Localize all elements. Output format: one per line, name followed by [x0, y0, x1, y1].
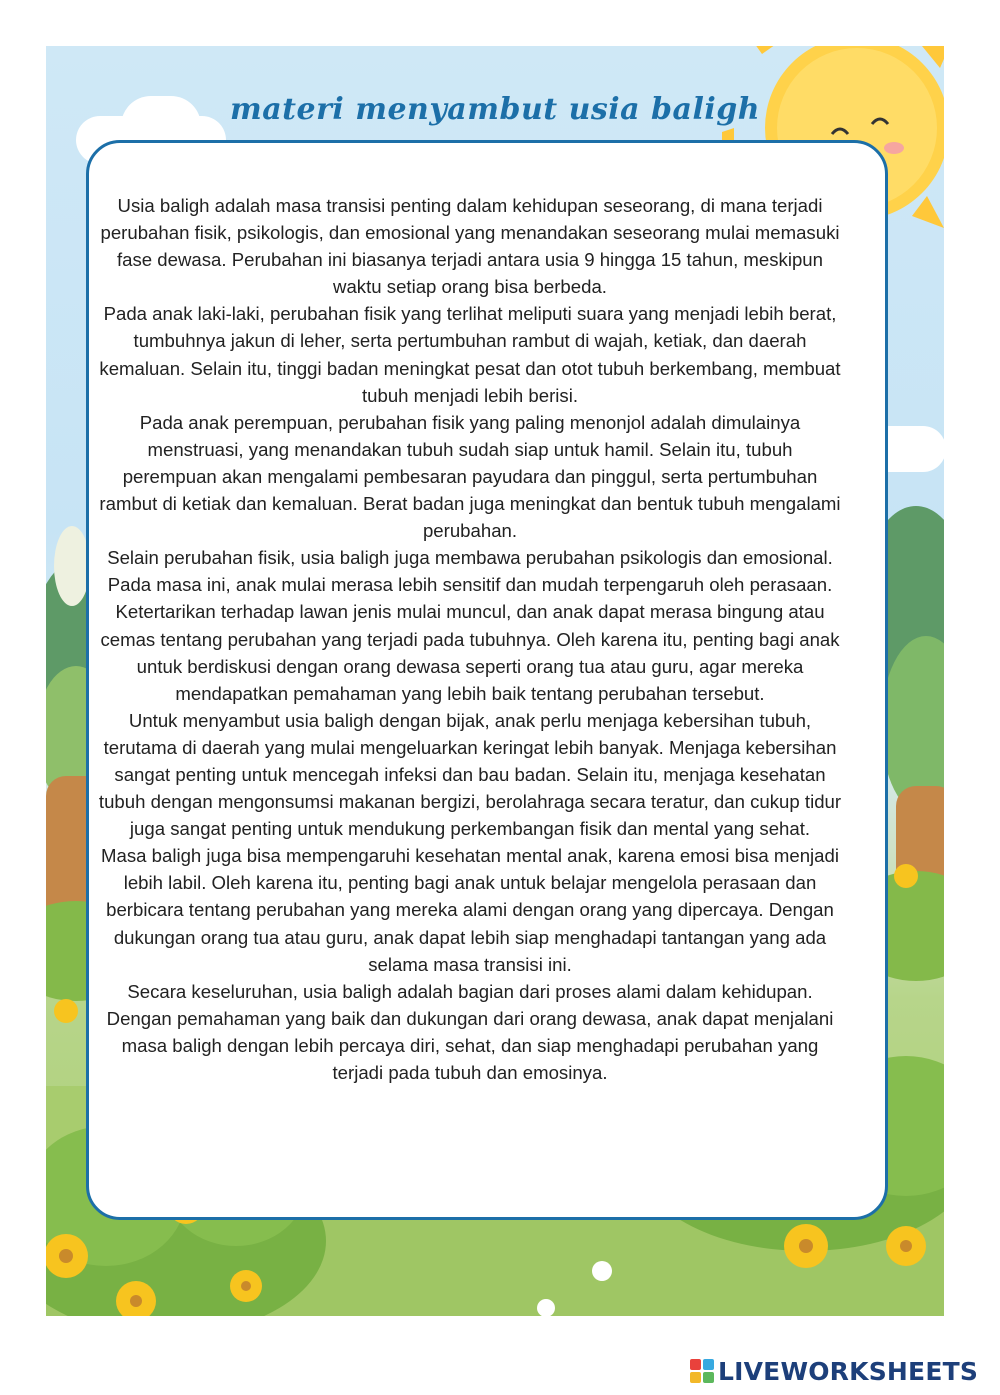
brand-name: LIVEWORKSHEETS — [718, 1356, 979, 1386]
worksheet-poster — [46, 46, 944, 1316]
page-title: materi menyambut usia baligh — [229, 92, 761, 127]
paragraph: Selain perubahan fisik, usia baligh juga membawa perubahan psikologis dan emosional. Pada masa ini, anak mulai merasa lebih sensitif dan mudah terpengaruh oleh perasaan. Ketertarikan terhadap lawan jenis mulai muncul, dan anak dapat merasa bingung atau cemas tentang perubahan yang terjadi pada tubuhnya. Oleh karena itu, penting bagi anak untuk berdiskusi dengan orang dewasa seperti orang tua atau guru, agar mereka mendapatkan pemahaman yang lebih baik tentang perubahan tersebut. — [100, 547, 840, 704]
liveworksheets-logo-icon — [690, 1359, 714, 1383]
article-body — [98, 192, 842, 1086]
footer-brand[interactable] — [690, 1356, 978, 1386]
paragraph: Pada anak perempuan, perubahan fisik yang paling menonjol adalah dimulainya menstruasi, yang menandakan tubuh sudah siap untuk hamil. Selain itu, tubuh perempuan akan mengalami pembesaran payudara dan pinggul, serta pertumbuhan rambut di ketiak dan kemaluan. Berat badan juga meningkat dan bentuk tubuh mengalami perubahan. — [99, 411, 841, 542]
paragraph: Masa baligh juga bisa mempengaruhi kesehatan mental anak, karena emosi bisa menjadi lebih labil. Oleh karena itu, penting bagi anak untuk belajar mengelola perasaan dan berbicara tentang perubahan yang mereka alami dengan orang yang dipercaya. Dengan dukungan orang tua atau guru, anak dapat lebih siap menghadapi tantangan yang ada selama masa transisi ini. — [101, 845, 839, 975]
paragraph: Secara keseluruhan, usia baligh adalah bagian dari proses alami dalam kehidupan. Dengan pemahaman yang baik dan dukungan dari orang dewasa, anak dapat menjalani masa baligh dengan lebih percaya diri, sehat, dan siap menghadapi perubahan yang terjadi pada tubuh dan emosinya. — [106, 980, 834, 1083]
paragraph: Usia baligh adalah masa transisi penting dalam kehidupan seseorang, di mana terjadi perubahan fisik, psikologis, dan emosional yang menandakan seseorang mulai memasuki fase dewasa. Perubahan ini biasanya terjadi antara usia 9 hingga 15 tahun, meskipun waktu setiap orang bisa berbeda. — [100, 195, 840, 298]
paragraph: Untuk menyambut usia baligh dengan bijak, anak perlu menjaga kebersihan tubuh, terutama di daerah yang mulai mengeluarkan keringat lebih banyak. Menjaga kebersihan sangat penting untuk mencegah infeksi dan bau badan. Selain itu, menjaga kesehatan tubuh dengan mengonsumsi makanan bergizi, berolahraga secara teratur, dan cukup tidur juga sangat penting untuk mendukung perkembangan fisik dan mental yang sehat. — [98, 709, 842, 840]
paragraph: Pada anak laki-laki, perubahan fisik yang terlihat meliputi suara yang menjadi lebih berat, tumbuhnya jakun di leher, serta pertumbuhan rambut di wajah, ketiak, dan daerah kemaluan. Selain itu, tinggi badan meningkat pesat dan otot tubuh berkembang, membuat tubuh menjadi lebih berisi. — [99, 303, 841, 406]
